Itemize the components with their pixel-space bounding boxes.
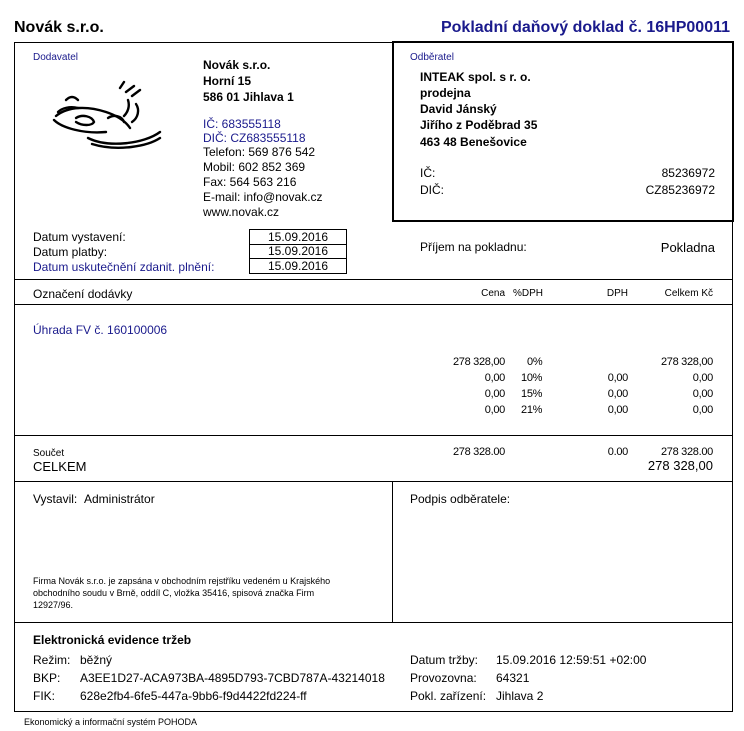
footer-divider [392, 481, 393, 622]
customer-dic-value: CZ85236972 [645, 183, 715, 197]
row-total: 278 328,00 [660, 356, 713, 368]
footer-rule [14, 481, 732, 482]
row-price: 0,00 [484, 388, 505, 400]
system-footer: Ekonomický a informační systém POHODA [24, 717, 198, 727]
eet-bkp-label: BKP: [33, 671, 61, 685]
row-vat-pct: 15% [521, 388, 543, 400]
supplier-label: Dodavatel [33, 52, 79, 63]
col-desc-header: Označení dodávky [33, 287, 133, 301]
eet-device: Jihlava 2 [496, 689, 544, 703]
row-total: 0,00 [692, 388, 713, 400]
eet-mode-label: Režim: [33, 653, 71, 667]
document-title: Pokladní daňový doklad č. 16HP00011 [440, 19, 730, 36]
customer-line1: INTEAK spol. s r. o. [420, 70, 531, 84]
sum-vat: 0.00 [607, 446, 628, 458]
eet-date-label: Datum tržby: [410, 653, 479, 667]
eet-premises: 64321 [496, 671, 530, 685]
sum-label: Součet [33, 448, 65, 459]
customer-line3: David Jánský [420, 102, 497, 116]
col-vat-pct-header: %DPH [513, 288, 544, 299]
eet-premises-label: Provozovna: [410, 671, 477, 685]
paid-date-label: Datum platby: [33, 245, 108, 259]
row-price: 0,00 [484, 372, 505, 384]
row-vat-pct: 10% [521, 372, 543, 384]
supplier-street: Horní 15 [203, 74, 252, 88]
col-price-header: Cena [481, 288, 505, 299]
eet-title: Elektronická evidence tržeb [33, 633, 192, 647]
eet-mode: běžný [80, 653, 113, 667]
row-vat: 0,00 [607, 372, 628, 384]
company-logo [48, 78, 166, 152]
customer-line5: 463 48 Benešovice [420, 135, 527, 149]
row-vat-pct: 0% [527, 356, 543, 368]
eet-device-label: Pokl. zařízení: [410, 689, 487, 703]
register-note-2: obchodního soudu v Brně, oddíl C, vložka 35416, spisová značka Firm [33, 588, 315, 598]
supplier-name: Novák s.r.o. [203, 58, 271, 72]
eet-date: 15.09.2016 12:59:51 +02:00 [496, 653, 647, 667]
eet-fik: 628e2fb4-6fe5-447a-9bb6-f9d4422fd224-ff [80, 689, 307, 703]
eet-rule [14, 622, 732, 623]
cash-label: Příjem na pokladnu: [420, 240, 527, 254]
tax-date-value: 15.09.2016 [249, 259, 347, 274]
supplier-city: 586 01 Jihlava 1 [203, 90, 294, 104]
header-company: Novák s.r.o. [14, 19, 104, 36]
row-price: 278 328,00 [452, 356, 505, 368]
eet-bkp: A3EE1D27-ACA973BA-4895D793-7CBD787A-43214018 [80, 671, 385, 685]
signature-label: Podpis odběratele: [410, 492, 511, 506]
supplier-web: www.novak.cz [203, 205, 280, 219]
issued-by-label: Vystavil: [33, 492, 78, 506]
item-description: Úhrada FV č. 160100006 [33, 323, 168, 337]
cash-value: Pokladna [660, 240, 715, 255]
customer-label: Odběratel [410, 52, 454, 63]
sum-total: 278 328.00 [660, 446, 713, 458]
col-total-header: Celkem Kč [664, 288, 713, 299]
table-top-rule [14, 279, 732, 280]
customer-line4: Jiřího z Poděbrad 35 [420, 118, 538, 132]
totals-rule [14, 435, 732, 436]
customer-ic-value: 85236972 [661, 166, 715, 180]
supplier-ic: IČ: 683555118 [203, 117, 281, 131]
grand-total: 278 328,00 [647, 458, 713, 473]
frame-left [14, 42, 15, 712]
customer-ic-label: IČ: [420, 166, 436, 180]
col-vat-header: DPH [606, 288, 628, 299]
supplier-dic: DIČ: CZ683555118 [203, 131, 306, 145]
issued-date-value: 15.09.2016 [249, 229, 347, 245]
supplier-fax: Fax: 564 563 216 [203, 175, 297, 189]
register-note-3: 12927/96. [33, 600, 74, 610]
row-vat: 0,00 [607, 388, 628, 400]
paid-date-value: 15.09.2016 [249, 244, 347, 259]
total-label: CELKEM [33, 459, 87, 474]
table-header-rule [14, 304, 732, 305]
supplier-email: E-mail: info@novak.cz [203, 190, 323, 204]
customer-line2: prodejna [420, 86, 471, 100]
sum-price: 278 328.00 [452, 446, 505, 458]
row-vat-pct: 21% [521, 404, 543, 416]
row-total: 0,00 [692, 372, 713, 384]
supplier-phone: Telefon: 569 876 542 [203, 145, 316, 159]
row-price: 0,00 [484, 404, 505, 416]
row-total: 0,00 [692, 404, 713, 416]
customer-dic-label: DIČ: [420, 183, 444, 197]
row-vat: 0,00 [607, 404, 628, 416]
tax-date-label: Datum uskutečnění zdanit. plnění: [33, 260, 215, 274]
issued-date-label: Datum vystavení: [33, 230, 126, 244]
eet-fik-label: FIK: [33, 689, 56, 703]
supplier-mobile: Mobil: 602 852 369 [203, 160, 306, 174]
issued-by-name: Administrátor [84, 492, 155, 506]
register-note-1: Firma Novák s.r.o. je zapsána v obchodním rejstříku vedeném u Krajského [33, 576, 331, 586]
frame-bottom [14, 711, 733, 712]
